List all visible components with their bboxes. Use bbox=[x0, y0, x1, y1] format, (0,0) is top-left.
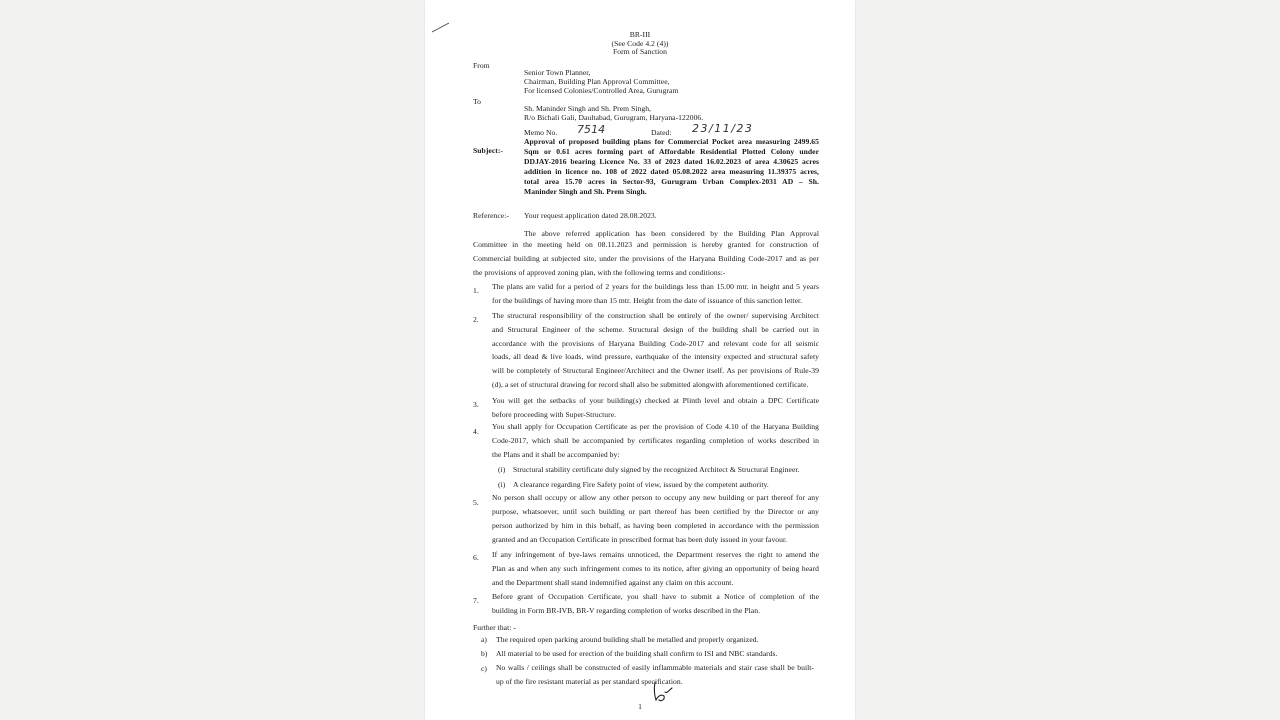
condition-number: 4. bbox=[473, 427, 479, 436]
condition-line: before proceeding with Super-Structure. bbox=[492, 410, 617, 419]
memo-number: 7514 bbox=[577, 123, 606, 136]
from-line: Chairman, Building Plan Approval Committee, bbox=[524, 77, 670, 86]
intro-line: The above referred application has been considered by the Building Plan Approval bbox=[524, 229, 819, 238]
condition-line: the Plans and it shall be accompanied by: bbox=[492, 450, 620, 459]
condition-line: If any infringement of bye-laws remains unnoticed, the Department reserves the right to amend the bbox=[492, 550, 819, 559]
condition-line: (d), a set of structural drawing for record shall also be submitted alongwith aforementioned certificate. bbox=[492, 380, 809, 389]
see-code: (See Code 4.2 (4)) bbox=[611, 39, 669, 48]
condition-line: The structural responsibility of the construction shall be entirely of the owner/ supervising Architect bbox=[492, 311, 819, 320]
subject-line: Maninder Singh and Sh. Prem Singh. bbox=[524, 187, 647, 196]
from-line: Senior Town Planner, bbox=[524, 68, 591, 77]
to-line: R/o Bichali Gali, Daultabad, Gurugram, Haryana-122006. bbox=[524, 113, 704, 122]
further-item-number: b) bbox=[481, 649, 488, 658]
further-item-number: c) bbox=[481, 664, 487, 673]
subject-line: Approval of proposed building plans for Commercial Pocket area measuring 2499.65 bbox=[524, 137, 819, 146]
condition-number: 7. bbox=[473, 596, 479, 605]
further-item-line: up of the fire resistant material as per standard specification. bbox=[496, 677, 683, 686]
condition-line: person authorized by him in this behalf, as having been completed in accordance with the permission bbox=[492, 521, 819, 530]
memo-date: 23/11/23 bbox=[692, 122, 754, 135]
subject-line: total area 15.70 acres in Sector-93, Gurugram Urban Complex-2031 AD – Sh. bbox=[524, 177, 819, 186]
form-code: BR-III bbox=[629, 30, 651, 39]
to-line: Sh. Maninder Singh and Sh. Prem Singh, bbox=[524, 104, 651, 113]
from-label: From bbox=[473, 61, 490, 70]
further-item-line: No walls / ceilings shall be constructed of easily inflammable materials and stair case shall be built- bbox=[496, 663, 814, 672]
condition-number: 1. bbox=[473, 286, 479, 295]
document-page bbox=[425, 0, 855, 720]
condition-line: granted and an Occupation Certificate in prescribed format has been duly issued in your favour. bbox=[492, 535, 788, 544]
subject-label: Subject:- bbox=[473, 146, 503, 155]
memo-label: Memo No. bbox=[524, 128, 558, 137]
condition-line: purpose, whatsoever, until such building or part thereof has been certified by the Director or any bbox=[492, 507, 819, 516]
condition-line: will be completely of Structural Engineer/Architect and the Owner itself. As per provisions of Rule-39 bbox=[492, 366, 819, 375]
condition-line: Code-2017, which shall be accompanied by certificates regarding completion of works described in bbox=[492, 436, 819, 445]
condition-number: 2. bbox=[473, 315, 479, 324]
sub-item-number: (i) bbox=[498, 465, 506, 474]
subject-line: DDJAY-2016 bearing Licence No. 33 of 2023 dated 16.02.2023 of area 4.30625 acres bbox=[524, 157, 819, 166]
condition-number: 3. bbox=[473, 400, 479, 409]
condition-line: Plan as and when any such infringement comes to its notice, after giving an opportunity of being heard bbox=[492, 564, 819, 573]
intro-line: Committee in the meeting held on 08.11.2023 and permission is hereby granted for construction of bbox=[473, 240, 819, 249]
condition-number: 6. bbox=[473, 553, 479, 562]
condition-line: building in Form BR-IVB, BR-V regarding completion of works described in the Plan. bbox=[492, 606, 761, 615]
condition-line: and the Department shall stand indemnified against any claim on this account. bbox=[492, 578, 734, 587]
form-title: Form of Sanction bbox=[613, 47, 667, 56]
further-item-line: All material to be used for erection of the building shall confirm to ISI and NBC standards. bbox=[496, 649, 778, 658]
sub-item-text: Structural stability certificate duly signed by the recognized Architect & Structural Engineer. bbox=[513, 465, 800, 474]
condition-line: accordance with the provisions of Haryana Building Code-2017 and relevant code for all seismic bbox=[492, 339, 819, 348]
intro-line: the provisions of approved zoning plan, with the following terms and conditions:- bbox=[473, 268, 726, 277]
condition-line: You will get the setbacks of your building(s) checked at Plinth level and obtain a DPC Certificate bbox=[492, 396, 819, 405]
subject-line: Sqm or 0.61 acres forming part of Affordable Residential Plotted Colony under bbox=[524, 147, 819, 156]
condition-line: and Structural Engineer of the scheme. Structural design of the building shall be carried out in bbox=[492, 325, 819, 334]
sub-item-text: A clearance regarding Fire Safety point of view, issued by the competent authority. bbox=[513, 480, 769, 489]
reference-label: Reference:- bbox=[473, 211, 509, 220]
condition-line: loads, all dead & live loads, wind pressure, earthquake of the intensity expected and structural safety bbox=[492, 352, 819, 361]
to-label: To bbox=[473, 97, 482, 106]
from-line: For licensed Colonies/Controlled Area, Gurugram bbox=[524, 86, 679, 95]
intro-line: Commercial building at subjected site, under the provisions of the Haryana Building Code-2017 and as per bbox=[473, 254, 819, 263]
pen-stroke-mark bbox=[431, 20, 451, 34]
condition-line: No person shall occupy or allow any other person to occupy any new building or part thereof for any bbox=[492, 493, 819, 502]
condition-line: You shall apply for Occupation Certificate as per the provision of Code 4.10 of the Haryana Building bbox=[492, 422, 819, 431]
condition-line: The plans are valid for a period of 2 years for the buildings less than 15.00 mtr. in height and 5 years bbox=[492, 282, 819, 291]
further-item-line: The required open parking around building shall be metalled and properly organized. bbox=[496, 635, 759, 644]
further-label: Further that: - bbox=[473, 623, 516, 632]
page-number: 1 bbox=[638, 702, 642, 711]
subject-line: addition in licence no. 108 of 2022 dated 05.08.2022 area measuring 11.39375 acres, bbox=[524, 167, 819, 176]
signature-mark bbox=[649, 678, 677, 706]
condition-line: Before grant of Occupation Certificate, you shall have to submit a Notice of completion of the bbox=[492, 592, 819, 601]
condition-line: for the buildings of having more than 15 mtr. Height from the date of issuance of this sanction letter. bbox=[492, 296, 803, 305]
further-item-number: a) bbox=[481, 635, 487, 644]
date-label: Dated: bbox=[651, 128, 672, 137]
sub-item-number: (i) bbox=[498, 480, 506, 489]
reference-text: Your request application dated 28.08.2023. bbox=[524, 211, 657, 220]
condition-number: 5. bbox=[473, 498, 479, 507]
